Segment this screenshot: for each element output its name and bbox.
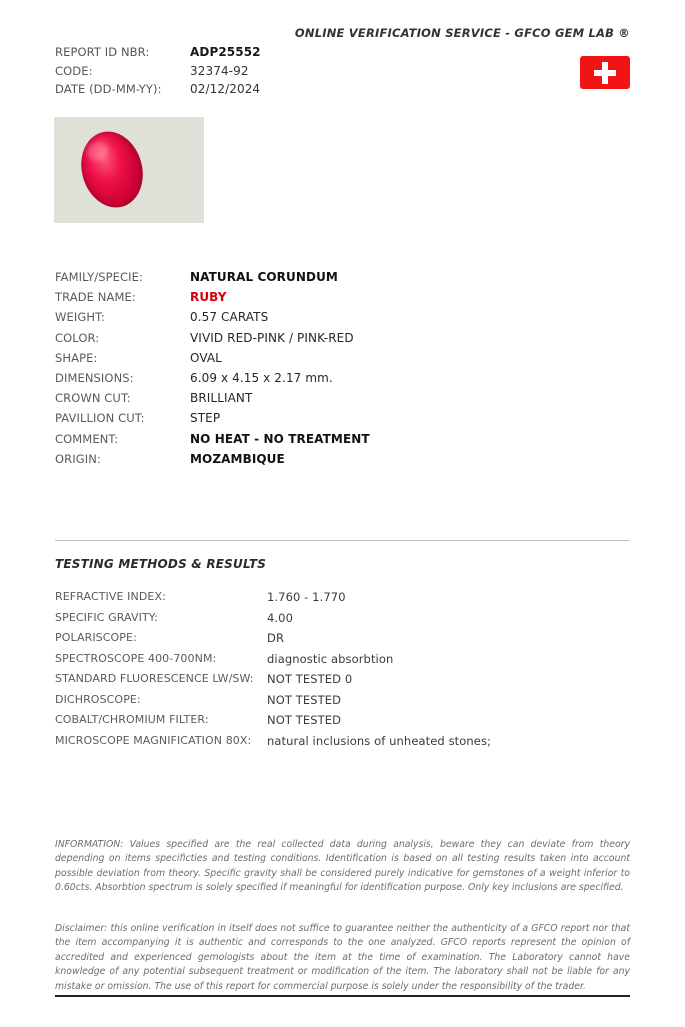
property-row (55, 351, 505, 365)
property-value: 0.57 CARATS (190, 310, 269, 325)
test-row (55, 611, 615, 625)
service-header-title: ONLINE VERIFICATION SERVICE - GFCO GEM LAB ® (294, 26, 630, 40)
property-value: STEP (190, 411, 221, 426)
test-row (55, 672, 615, 686)
property-value: NATURAL CORUNDUM (190, 270, 338, 284)
property-row (55, 452, 505, 466)
test-value: NOT TESTED 0 (267, 672, 353, 686)
property-value: BRILLIANT (190, 391, 253, 406)
disclaimer-note: Disclaimer: this online verification in itself does not suffice to guarantee neither the authenticity of a GFCO report nor that the item accompanying it is authentic and corresponds to the one analyzed. GFCO reports represent the opinion of accredited and experienced gemologists about the item at the time of examination. The Laboratory cannot have knowledge of any potential subsequent treatment or modification of the item. The laboratory shall not be liable for any mistake or omission. The use of this report for commercial purpose is solely under the responsibility of the trader. (55, 923, 630, 992)
identity-row (55, 82, 385, 96)
property-label: PAVILLION CUT: (55, 411, 145, 426)
identity-value: ADP25552 (190, 45, 261, 59)
property-label: FAMILY/SPECIE: (55, 270, 143, 284)
property-row (55, 432, 505, 446)
test-row (55, 693, 615, 707)
property-row (55, 270, 505, 284)
testing-results-block (55, 590, 615, 754)
property-label: SHAPE: (55, 350, 98, 365)
test-value: diagnostic absorbtion (267, 651, 394, 666)
property-label: COLOR: (55, 330, 100, 345)
test-row (55, 713, 615, 727)
property-value: NO HEAT - NO TREATMENT (190, 431, 370, 446)
test-value: 1.760 - 1.770 (267, 590, 346, 604)
gemstone-photo (54, 117, 204, 223)
identity-value: 32374-92 (190, 63, 249, 78)
test-value: NOT TESTED (267, 692, 342, 707)
section-divider (55, 540, 630, 541)
property-label: COMMENT: (55, 431, 119, 446)
identity-label: DATE (DD-MM-YY): (55, 82, 162, 96)
swiss-flag-icon (580, 56, 630, 89)
test-value: 4.00 (267, 610, 294, 625)
identity-label: CODE: (55, 63, 93, 78)
property-value: RUBY (190, 290, 227, 305)
test-label: REFRACTIVE INDEX: (55, 590, 166, 603)
property-label: ORIGIN: (55, 451, 101, 466)
property-label: CROWN CUT: (55, 391, 131, 406)
ruby-gem-image (73, 124, 152, 215)
property-row (55, 411, 505, 425)
test-label: MICROSCOPE MAGNIFICATION 80X: (55, 733, 252, 747)
test-row (55, 734, 615, 748)
identity-label: REPORT ID NBR: (55, 45, 150, 59)
property-row (55, 331, 505, 345)
property-label: WEIGHT: (55, 310, 105, 325)
property-row (55, 371, 505, 385)
test-row (55, 631, 615, 645)
property-value: VIVID RED-PINK / PINK-RED (190, 330, 354, 345)
test-value: DR (267, 631, 285, 645)
property-value: OVAL (190, 350, 222, 365)
test-row (55, 590, 615, 604)
test-value: NOT TESTED (267, 713, 342, 727)
property-value: MOZAMBIQUE (190, 451, 285, 466)
identity-value: 02/12/2024 (190, 82, 261, 96)
property-label: TRADE NAME: (55, 290, 136, 305)
test-label: STANDARD FLUORESCENCE LW/SW: (55, 672, 254, 685)
test-label: SPECTROSCOPE 400-700NM: (55, 651, 217, 665)
property-label: DIMENSIONS: (55, 370, 134, 385)
information-note: INFORMATION: Values specified are the real collected data during analysis, beware they can deviate from theory depending on items specificties and testing conditions. Identification is based on all testing results taken into account possible deviation from theory. Specific gravity shall be considered purely indicative for gemstones of a weight inferior to 0.60cts. Absorbtion spectrum is solely specified if meaningful for identification purpose. Only key inclusions are specified. (55, 839, 630, 894)
property-row (55, 391, 505, 405)
test-value: natural inclusions of unheated stones; (267, 733, 492, 748)
test-row (55, 652, 615, 666)
gem-facet-overlay (73, 124, 152, 215)
identity-row (55, 45, 385, 59)
property-value: 6.09 x 4.15 x 2.17 mm. (190, 370, 333, 385)
gem-properties-block (55, 270, 505, 472)
test-label: SPECIFIC GRAVITY: (55, 610, 158, 624)
test-label: COBALT/CHROMIUM FILTER: (55, 713, 209, 726)
test-label: POLARISCOPE: (55, 631, 137, 644)
identity-block (55, 45, 385, 101)
property-row (55, 310, 505, 324)
footer-rule (55, 995, 630, 997)
identity-row (55, 64, 385, 78)
testing-section-title: TESTING METHODS & RESULTS (55, 557, 267, 571)
property-row (55, 290, 505, 304)
test-label: DICHROSCOPE: (55, 692, 141, 706)
